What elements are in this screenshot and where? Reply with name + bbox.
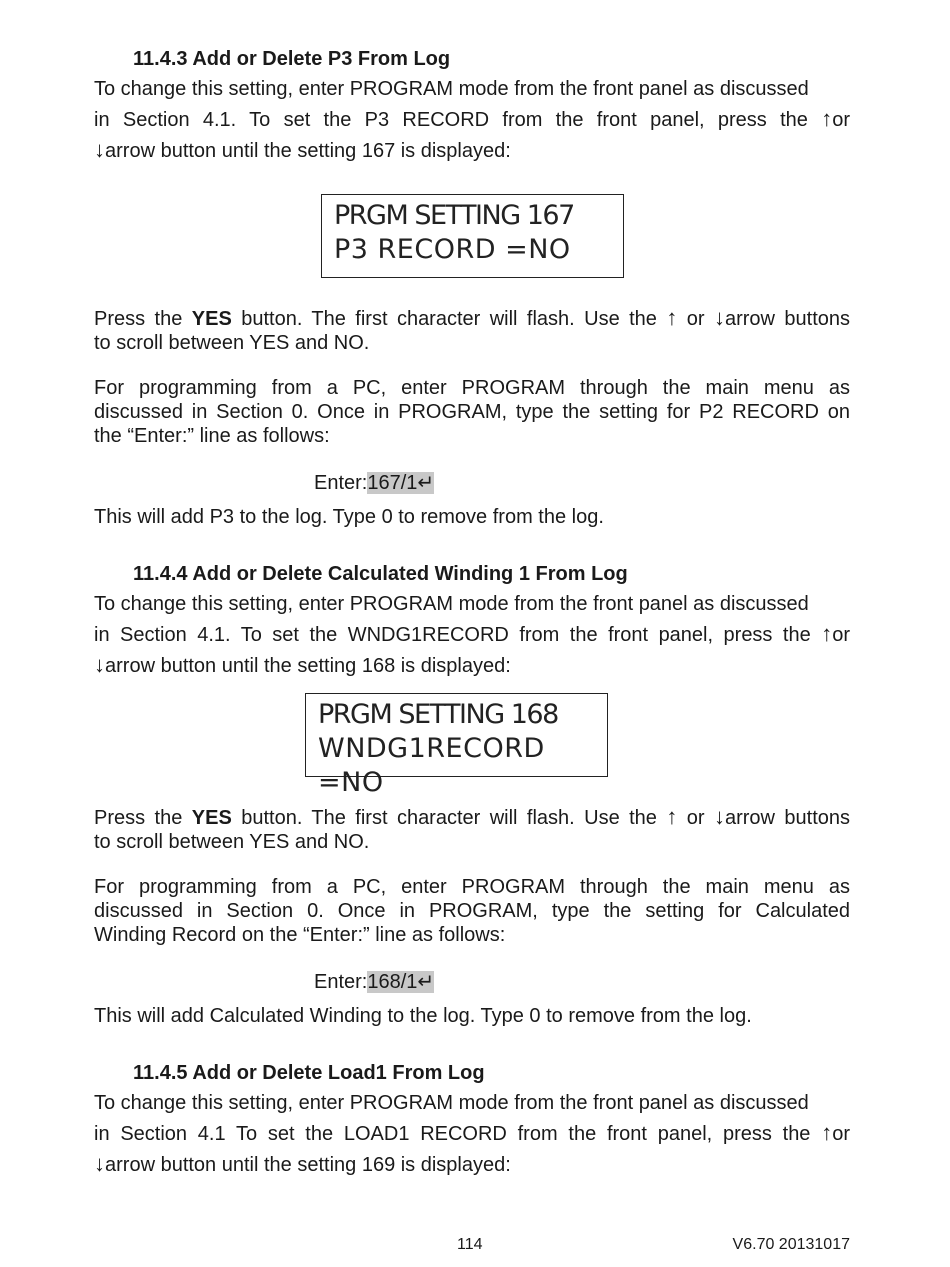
intro-paragraph-load1: To change this setting, enter PROGRAM mode from the front panel as discussed in Section 4.1 To set the LOAD1 RECORD from the front panel, press the ↑or ↓arrow button until the setting 169 is displayed: bbox=[94, 1092, 850, 1176]
lcd-line-1: PRGM SETTING 168 bbox=[318, 699, 558, 730]
arrow-down-icon: ↓ bbox=[94, 1151, 105, 1176]
arrow-down-icon: ↓ bbox=[94, 652, 105, 677]
section-heading-11-4-4: 11.4.4 Add or Delete Calculated Winding 1 From Log bbox=[133, 563, 628, 585]
section-heading-11-4-3: 11.4.3 Add or Delete P3 From Log bbox=[133, 48, 451, 70]
arrow-up-icon: ↑ bbox=[821, 1120, 833, 1145]
yes-button-label: YES bbox=[191, 308, 232, 330]
arrow-up-icon: ↑ bbox=[821, 621, 833, 646]
result-sentence-1: This will add P3 to the log. Type 0 to remove from the log. bbox=[94, 506, 604, 528]
lcd-display-168 bbox=[305, 693, 608, 798]
arrow-up-icon: ↑ bbox=[821, 106, 833, 131]
enter-command-168: Enter:168/1↵ bbox=[314, 971, 435, 993]
enter-value-highlight: 168/1↵ bbox=[367, 971, 435, 993]
intro-paragraph-p3 bbox=[94, 74, 850, 166]
lcd-line-1: PRGM SETTING 167 bbox=[334, 200, 574, 231]
page-number: 114 bbox=[457, 1236, 483, 1253]
pc-programming-paragraph-1: For programming from a PC, enter PROGRAM through the main menu as discussed in Section 0. Once in PROGRAM, type the setting for P2 RECORD on the “Enter:” line as follows: bbox=[94, 377, 850, 447]
lcd-display-167 bbox=[321, 194, 624, 278]
arrow-down-icon: ↓ bbox=[94, 137, 105, 162]
intro-paragraph-wndg1: To change this setting, enter PROGRAM mode from the front panel as discussed in Section 4.1. To set the WNDG1RECORD from the front panel, press the ↑or ↓arrow button until the setting 168 is displayed: bbox=[94, 593, 850, 677]
intro-line-1: To change this setting, enter PROGRAM mode from the front panel as discussed bbox=[94, 78, 809, 100]
pc-programming-paragraph-2: For programming from a PC, enter PROGRAM through the main menu as discussed in Section 0. Once in PROGRAM, type the setting for Calculated Winding Record on the “Enter:” line as follows: bbox=[94, 876, 850, 946]
intro-line-2: in Section 4.1. To set the P3 RECORD from the front panel, press the ↑or bbox=[94, 106, 850, 131]
intro-line-3: ↓arrow button until the setting 167 is displayed: bbox=[94, 137, 511, 162]
version-label: V6.70 20131017 bbox=[732, 1236, 850, 1253]
arrow-down-icon: ↓ bbox=[713, 305, 725, 330]
press-yes-paragraph-1: Press the YES button. The first character will flash. Use the ↑ or ↓arrow buttons to scroll between YES and NO. bbox=[94, 305, 851, 354]
enter-command-167: Enter:167/1↵ bbox=[314, 472, 435, 494]
lcd-line-2: WNDG1RECORD =NO bbox=[318, 733, 545, 798]
arrow-up-icon: ↑ bbox=[666, 305, 678, 330]
enter-value-highlight: 167/1↵ bbox=[367, 472, 435, 494]
press-yes-paragraph-2: Press the YES button. The first character will flash. Use the ↑ or ↓arrow buttons to scroll between YES and NO. bbox=[94, 804, 851, 853]
yes-button-label: YES bbox=[191, 807, 232, 829]
arrow-up-icon: ↑ bbox=[666, 804, 678, 829]
section-heading-11-4-5: 11.4.5 Add or Delete Load1 From Log bbox=[133, 1062, 485, 1084]
arrow-down-icon: ↓ bbox=[713, 804, 725, 829]
lcd-line-2: P3 RECORD =NO bbox=[334, 234, 571, 265]
result-sentence-2: This will add Calculated Winding to the log. Type 0 to remove from the log. bbox=[94, 1005, 752, 1027]
